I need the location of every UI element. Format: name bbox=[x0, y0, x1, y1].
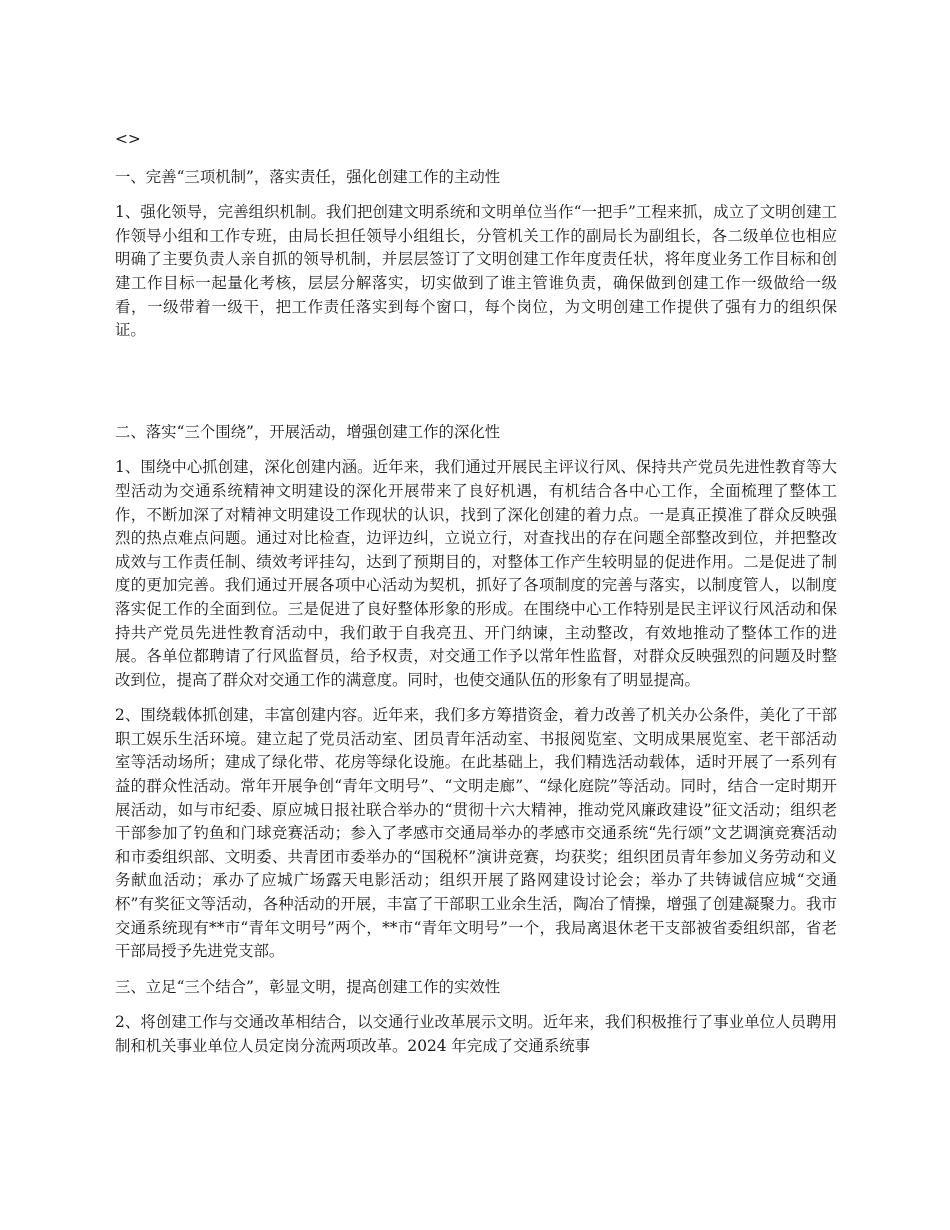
section-spacer bbox=[115, 355, 837, 421]
section-1-heading: 一、完善“三项机制”，落实责任，强化创建工作的主动性 bbox=[115, 167, 501, 186]
document-page bbox=[115, 128, 837, 1071]
section-2-paragraph-1: 1、围绕中心抓创建，深化创建内涵。近年来，我们通过开展民主评议行风、保持共产党员先进性教育等大型活动为交通系统精神文明建设的深化开展带来了良好机遇，有机结合各中心工作，全面梳理了整体工作，不断加深了对精神文明建设工作现状的认识，找到了深化创建的着力点。一是真正摸准了群众反映强烈的热点难点问题。通过对比检查，边评边纠，立说立行，对查找出的存在问题全部整改到位，并把整改成效与工作责任制、绩效考评挂勾，达到了预期目的，对整体工作产生较明显的促进作用。二是促进了制度的更加完善。我们通过开展各项中心活动为契机，抓好了各项制度的完善与落实，以制度管人，以制度落实促工作的全面到位。三是促进了良好整体形象的形成。在围绕中心工作特别是民主评议行风活动和保持共产党员先进性教育活动中，我们敢于自我亮丑、开门纳谏，主动整改，有效地推动了整体工作的进展。各单位都聘请了行风监督员，给予权责，对交通工作予以常年性监督，对群众反映强烈的问题及时整改到位，提高了群众对交通工作的满意度。同时，也使交通队伍的形象有了明显提高。 bbox=[115, 458, 837, 689]
section-1-paragraph-1: 1、强化领导，完善组织机制。我们把创建文明系统和文明单位当作“一把手”工程来抓，成立了文明创建工作领导小组和工作专班，由局长担任领导小组组长，分管机关工作的副局长为副组长，各二级单位也相应明确了主要负责人亲自抓的领导机制，并层层签订了文明创建工作年度责任状，将年度业务工作目标和创建工作目标一起量化考核，层层分解落实，切实做到了谁主管谁负责，确保做到创建工作一级做给一级看，一级带着一级干，把工作责任落实到每个窗口，每个岗位，为文明创建工作提供了强有力的组织保证。 bbox=[115, 203, 837, 340]
section-3-heading: 三、立足“三个结合”，彰显文明，提高创建工作的实效性 bbox=[115, 977, 501, 996]
document-marker: <> bbox=[115, 130, 141, 148]
section-2-paragraph-2: 2、围绕载体抓创建，丰富创建内容。近年来，我们多方筹措资金，着力改善了机关办公条件，美化了干部职工娱乐生活环境。建立起了党员活动室、团员青年活动室、书报阅览室、文明成果展览室、老干部活动室等活动场所；建成了绿化带、花房等绿化设施。在此基础上，我们精选活动载体，适时开展了一系列有益的群众性活动。常年开展争创“青年文明号”、“文明走廊”、“绿化庭院”等活动。同时，结合一定时期开展活动，如与市纪委、原应城日报社联合举办的“贯彻十六大精神，推动党风廉政建设”征文活动；组织老干部参加了钓鱼和门球竞赛活动；参入了孝感市交通局举办的孝感市交通系统“先行颂”文艺调演竞赛活动和市委组织部、文明委、共青团市委举办的“国税杯”演讲竞赛，均获奖；组织团员青年参加义务劳动和义务献血活动；承办了应城广场露天电影活动；组织开展了路网建设讨论会；举办了共铸诚信应城“交通杯”有奖征文等活动，各种活动的开展，丰富了干部职工业余生活，陶冶了情操，增强了创建凝聚力。我市交通系统现有**市“青年文明号”两个，**市“青年文明号”一个，我局离退休老干支部被省委组织部，省老干部局授予先进党支部。 bbox=[115, 706, 837, 961]
section-2-heading: 二、落实“三个围绕”，开展活动，增强创建工作的深化性 bbox=[115, 422, 501, 441]
section-3-paragraph-1: 2、将创建工作与交通改革相结合，以交通行业改革展示文明。近年来，我们积极推行了事业单位人员聘用制和机关事业单位人员定岗分流两项改革。2024 年完成了交通系统事 bbox=[115, 1013, 837, 1055]
